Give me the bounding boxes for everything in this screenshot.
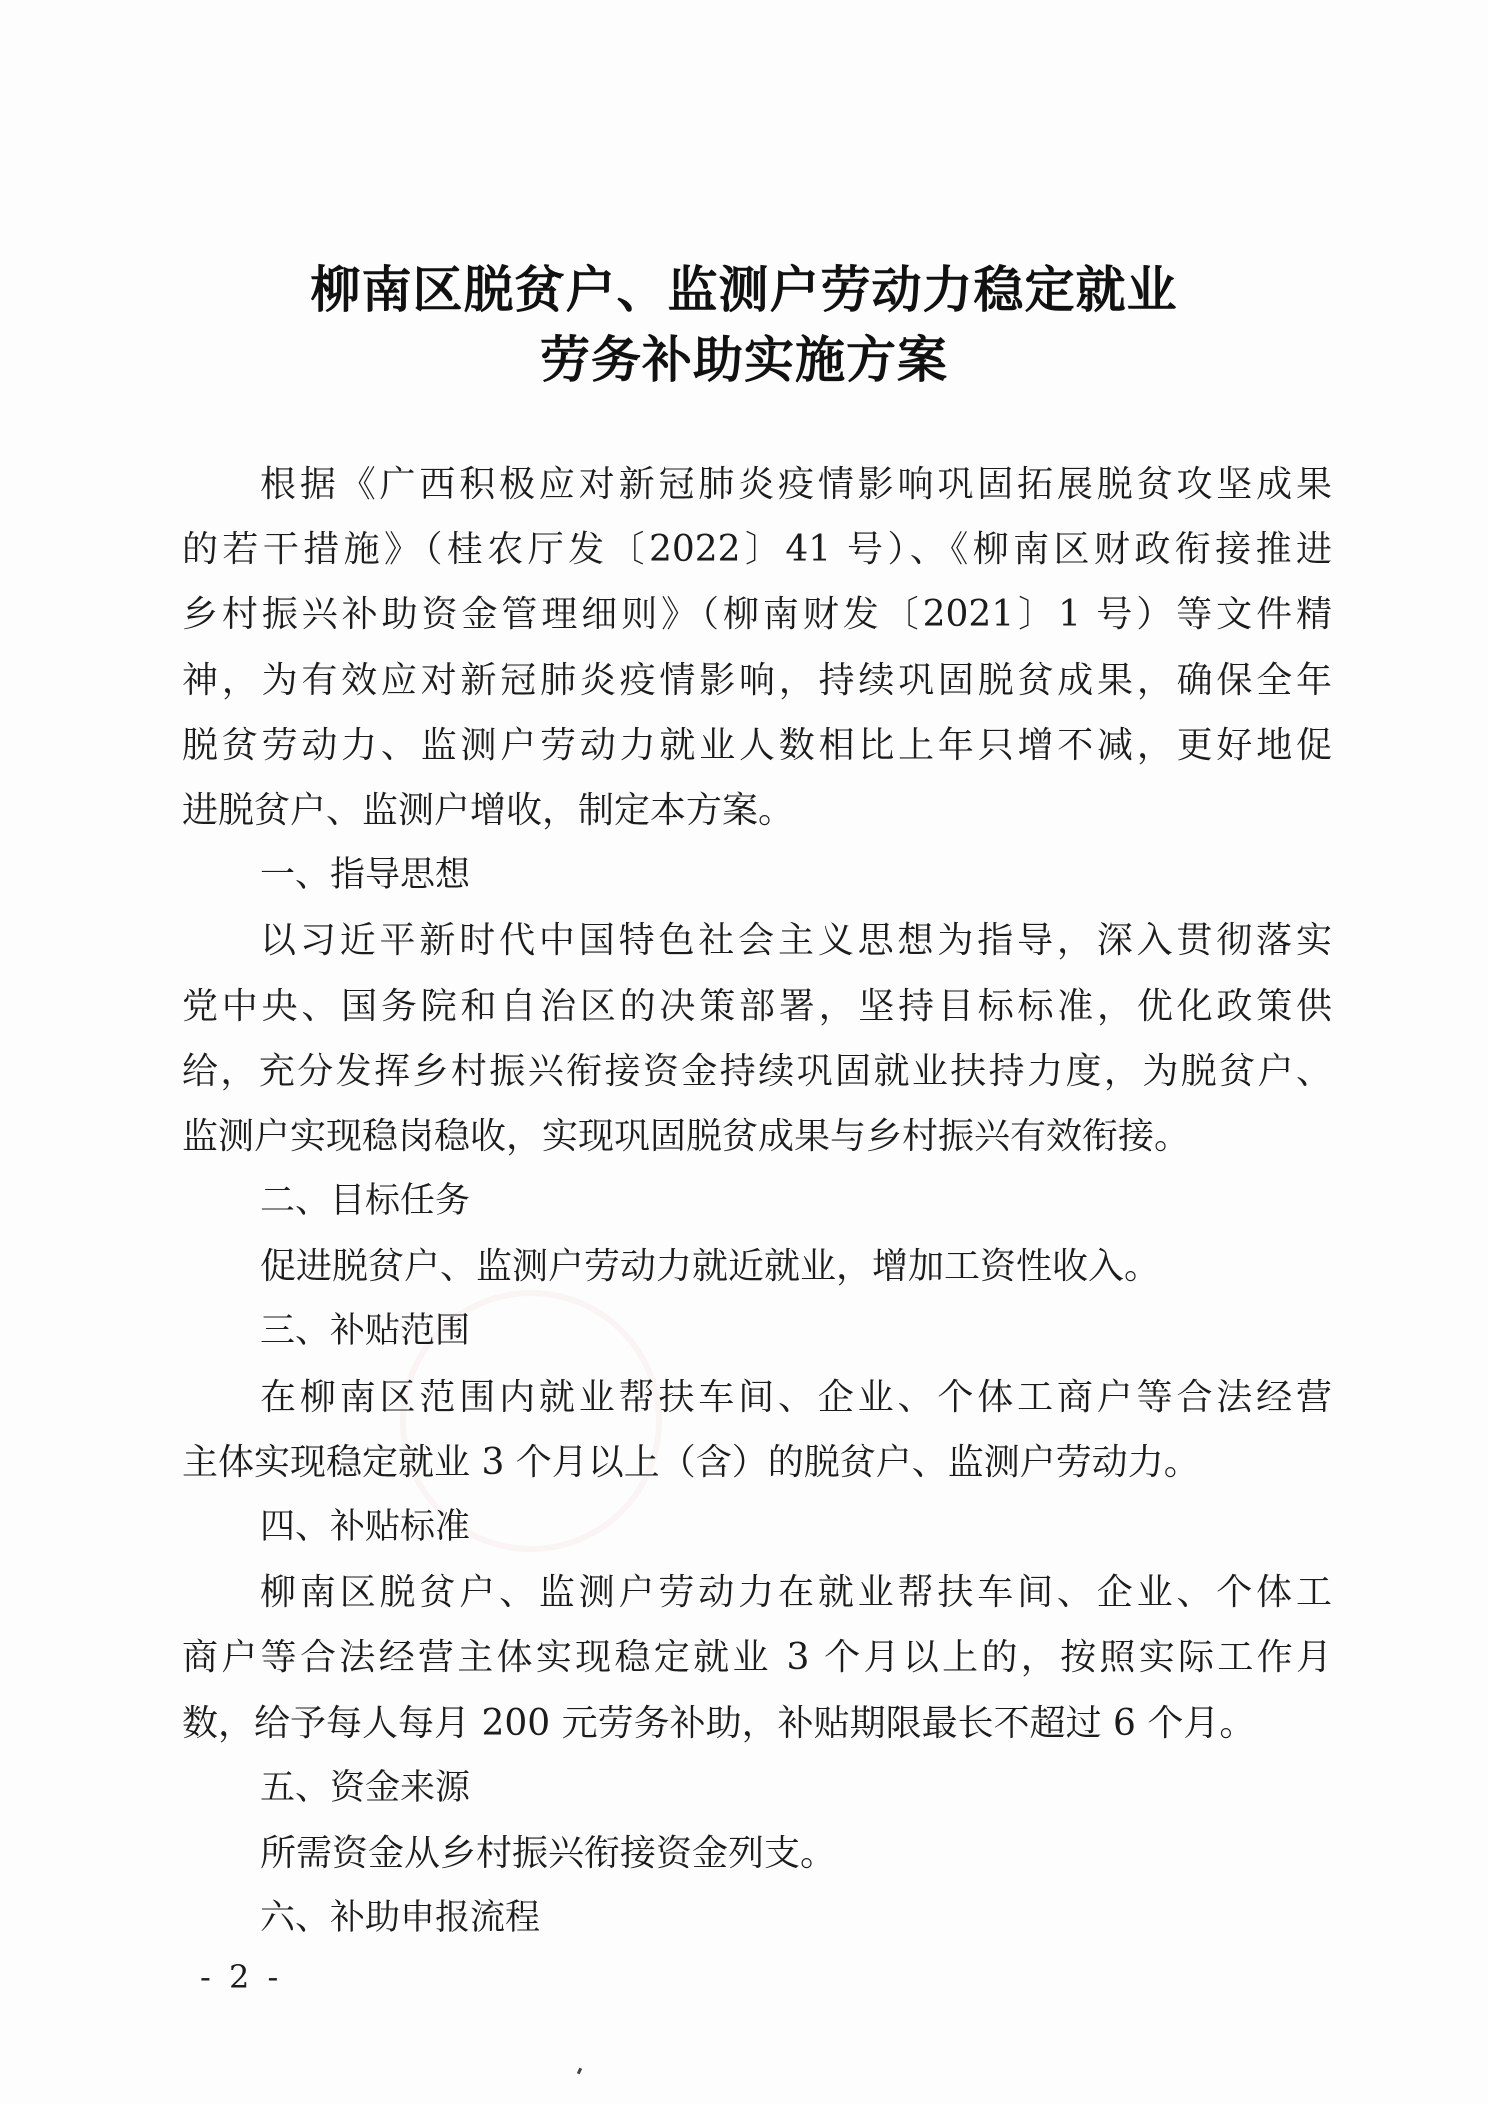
section-heading-target-tasks: 二、目标任务 [260, 1181, 471, 1222]
intro-line: 的若干措施》（桂农厅发〔2022〕41 号）、《柳南区财政衔接推进 [182, 529, 1332, 571]
section-line: 给，充分发挥乡村振兴衔接资金持续巩固就业扶持力度，为脱贫户、 [182, 1050, 1332, 1092]
page-number: - 2 - [200, 1958, 283, 1996]
document-title-line1: 柳南区脱贫户、监测户劳动力稳定就业 [310, 261, 1178, 319]
section-line: 主体实现稳定就业 3 个月以上（含）的脱贫户、监测户劳动力。 [182, 1441, 1200, 1483]
section-heading-application-process: 六、补助申报流程 [260, 1898, 541, 1939]
intro-line: 脱贫劳动力、监测户劳动力就业人数相比上年只增不减，更好地促 [182, 724, 1332, 766]
section-heading-subsidy-standard: 四、补贴标准 [260, 1507, 471, 1547]
document-body [182, 452, 1332, 1951]
scan-speck [577, 2068, 582, 2075]
section-heading-guiding-ideology: 一、指导思想 [260, 855, 471, 896]
section-line: 监测户实现稳岗稳收，实现巩固脱贫成果与乡村振兴有效衔接。 [182, 1115, 1191, 1157]
section-line: 在柳南区范围内就业帮扶车间、企业、个体工商户等合法经营 [260, 1376, 1332, 1418]
intro-line: 根据《广西积极应对新冠肺炎疫情影响巩固拓展脱贫攻坚成果 [260, 464, 1332, 505]
intro-line: 进脱贫户、监测户增收，制定本方案。 [182, 789, 795, 831]
document-title-line2: 劳务补助实施方案 [540, 331, 948, 389]
section-line: 党中央、国务院和自治区的决策部署，坚持目标标准，优化政策供 [182, 985, 1332, 1027]
section-line: 商户等合法经营主体实现稳定就业 3 个月以上的，按照实际工作月 [182, 1637, 1332, 1679]
section-heading-funding-source: 五、资金来源 [260, 1767, 471, 1808]
section-line: 促进脱贫户、监测户劳动力就近就业，增加工资性收入。 [260, 1246, 1161, 1288]
section-line: 数，给予每人每月 200 元劳务补助，补贴期限最长不超过 6 个月。 [182, 1702, 1256, 1744]
section-line: 所需资金从乡村振兴衔接资金列支。 [260, 1832, 837, 1874]
intro-line: 乡村振兴补助资金管理细则》（柳南财发〔2021〕1 号）等文件精 [182, 594, 1332, 636]
section-line: 以习近平新时代中国特色社会主义思想为指导，深入贯彻落实 [260, 920, 1332, 962]
section-line: 柳南区脱贫户、监测户劳动力在就业帮扶车间、企业、个体工 [260, 1572, 1332, 1614]
section-heading-subsidy-scope: 三、补贴范围 [260, 1311, 471, 1352]
intro-line: 神，为有效应对新冠肺炎疫情影响，持续巩固脱贫成果，确保全年 [182, 659, 1332, 701]
